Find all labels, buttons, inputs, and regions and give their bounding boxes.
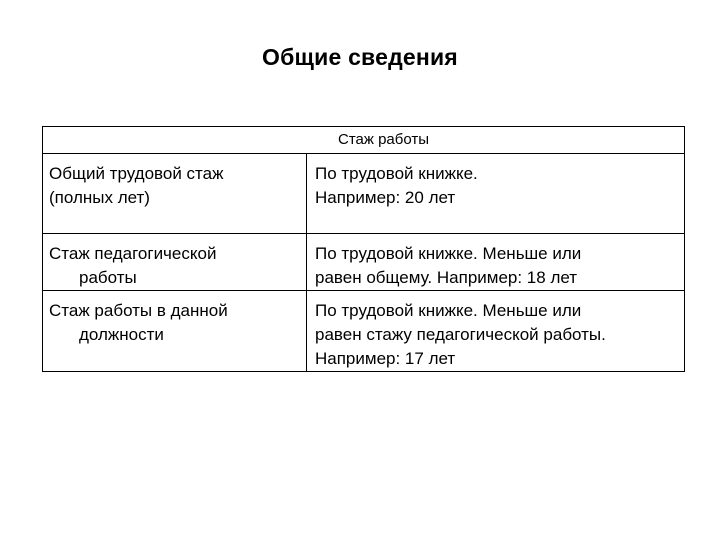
row-value-line: Например: 17 лет [315, 349, 456, 368]
row-value-line: По трудовой книжке. Меньше или [315, 244, 582, 263]
row-value-cell [307, 154, 685, 234]
row-label-line: Стаж педагогической [49, 244, 217, 263]
table-header: Стаж работы [43, 127, 685, 154]
row-value-line: равен общему. Например: 18 лет [315, 268, 578, 287]
row-label-line: Стаж работы в данной [49, 301, 228, 320]
row-label-cell [43, 154, 307, 234]
table-row [43, 154, 685, 234]
table-row [43, 234, 685, 291]
row-label-line: работы [79, 268, 137, 287]
row-value-cell [307, 234, 685, 291]
row-value-cell [307, 291, 685, 372]
row-value-line: По трудовой книжке. [315, 164, 478, 183]
row-label-line: должности [79, 325, 164, 344]
page-title: Общие сведения [262, 44, 458, 70]
table-header-row [43, 127, 685, 154]
row-label-cell [43, 234, 307, 291]
row-value-line: равен стажу педагогической работы. [315, 325, 606, 344]
row-value-line: Например: 20 лет [315, 188, 456, 207]
row-label-line: Общий трудовой стаж [49, 164, 224, 183]
row-label-line: (полных лет) [49, 188, 150, 207]
row-label-cell [43, 291, 307, 372]
table-row [43, 291, 685, 372]
row-value-line: По трудовой книжке. Меньше или [315, 301, 582, 320]
experience-table [42, 126, 685, 372]
